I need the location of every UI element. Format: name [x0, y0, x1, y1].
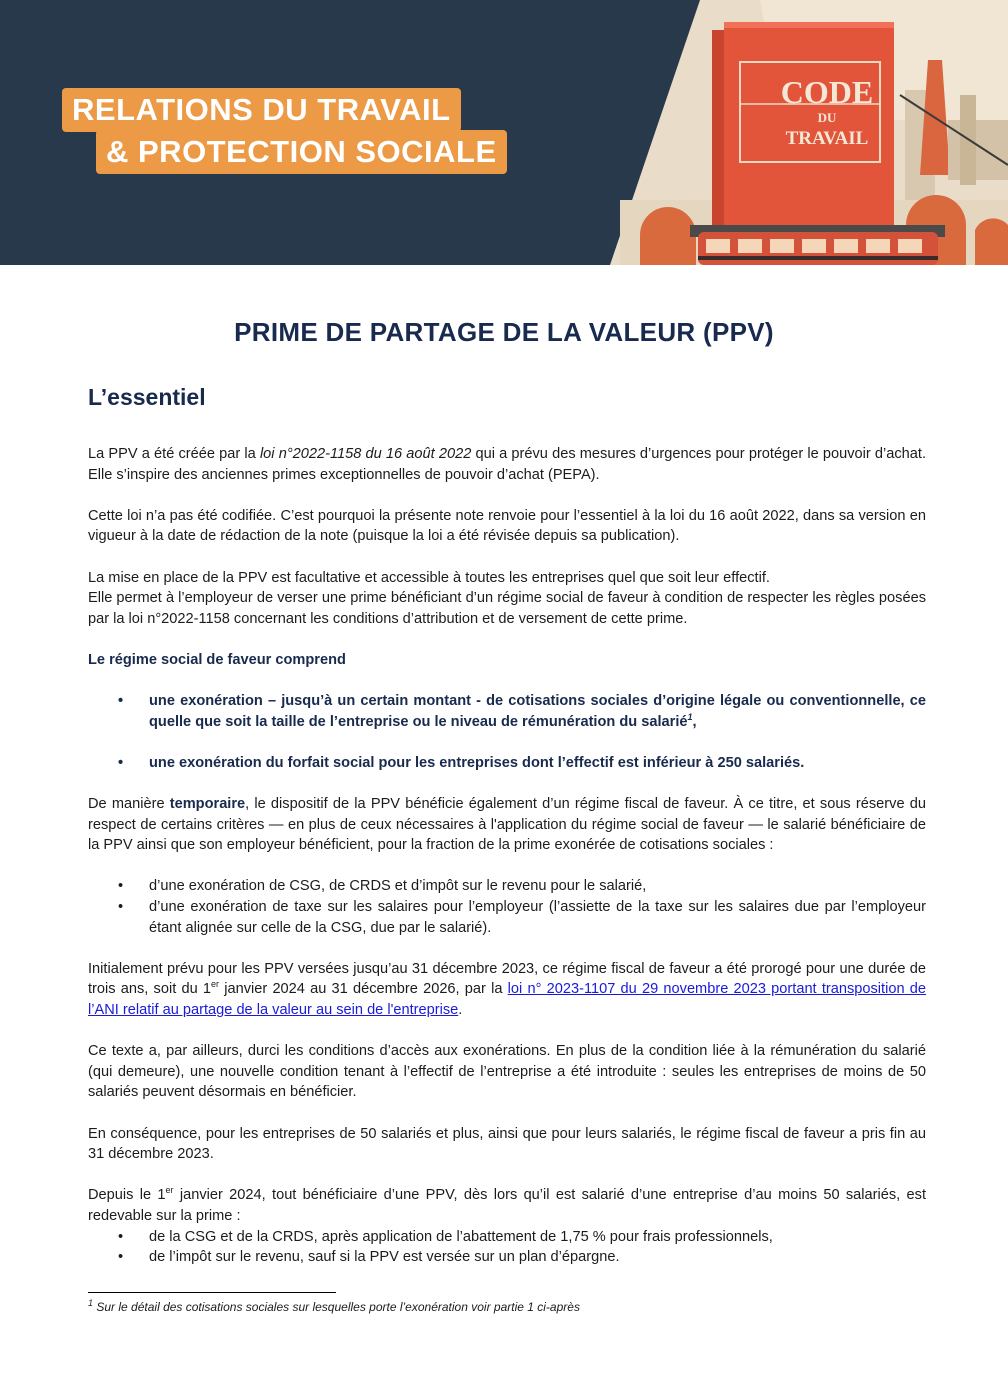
- footnote: [88, 1300, 580, 1314]
- book-title-line3: TRAVAIL: [785, 128, 869, 149]
- regime-heading: Le régime social de faveur comprend: [88, 651, 346, 668]
- paragraph-temporaire: [88, 794, 926, 856]
- emphasis-text: temporaire: [169, 796, 246, 813]
- bullet-icon: •: [118, 754, 124, 771]
- header-banner: [0, 0, 1008, 265]
- paragraph-intro: [88, 444, 926, 485]
- banner-tag-line2: & PROTECTION SOCIALE: [96, 130, 507, 174]
- section-heading: L’essentiel: [88, 384, 206, 410]
- superscript: er: [211, 979, 220, 990]
- list-item-text: d’une exonération de taxe sur les salaires pour l’employeur (l’assiette de la taxe sur les salaires due par l’employeur étant alignée sur celle de la CSG, due par le salarié).: [149, 899, 926, 936]
- paragraph-depuis: [88, 1185, 926, 1226]
- paragraph-text: Elle permet à l’employeur de verser une prime bénéficiant d’un régime social de faveur à condition de respecter les règles posées par la loi n°2022-1158 concernant les conditions d’attribution et de versement de cette prime.: [88, 590, 926, 627]
- law-reference: loi n°2022-1158 du 16 août 2022: [259, 446, 472, 462]
- paragraph-text: La PPV a été créée par la: [88, 446, 260, 462]
- document-body: [88, 444, 926, 1268]
- bullet-icon: •: [118, 1249, 124, 1266]
- footnote-divider: [88, 1292, 336, 1293]
- fiscal-list: [88, 876, 926, 938]
- footnote-ref: 1: [687, 711, 693, 722]
- paragraph-text: , le dispositif de la PPV bénéficie également d’un régime fiscal de faveur. À ce titre, et sous réserve du respect de certains critères — en plus de ceux nécessaires à l'application du régime social de faveur — le salarié bénéficiaire de la PPV ainsi que son employeur bénéficient, pour la fraction de la prime exonérée de cotisations sociales :: [88, 796, 926, 854]
- paragraph-text: La mise en place de la PPV est facultative et accessible à toutes les entreprises quel que soit leur effectif.: [88, 569, 770, 586]
- list-item-text: de la CSG et de la CRDS, après application de l’abattement de 1,75 % pour frais professionnels,: [149, 1228, 773, 1245]
- document-title: PRIME DE PARTAGE DE LA VALEUR (PPV): [234, 317, 774, 347]
- list-item-text: une exonération du forfait social pour les entreprises dont l’effectif est inférieur à 250 salariés.: [149, 754, 805, 771]
- list-item: [88, 876, 926, 897]
- superscript: er: [165, 1185, 174, 1196]
- list-item: [88, 753, 926, 774]
- footnote-number: 1: [88, 1298, 94, 1308]
- bullet-icon: •: [118, 878, 124, 895]
- book-title-line2: DU: [817, 110, 837, 125]
- regime-list: [88, 691, 926, 773]
- paragraph-codification: Cette loi n’a pas été codifiée. C’est pourquoi la présente note renvoie pour l’essentiel à la loi du 16 août 2022, dans sa version en vigueur à la date de rédaction de la note (puisque la loi a été révisée depuis sa publication).: [88, 507, 926, 545]
- paragraph-facultative: [88, 568, 926, 630]
- paragraph-prorogation: [88, 959, 926, 1021]
- paragraph-text: janvier 2024, tout bénéficiaire d’une PPV, dès lors qu’il est salarié d’une entreprise d’au moins 50 salariés, est redevable sur la prime :: [88, 1187, 926, 1224]
- list-item-text: d’une exonération de CSG, de CRDS et d’impôt sur le revenu pour le salarié,: [149, 878, 647, 895]
- paragraph-text: De manière: [88, 796, 170, 813]
- bullet-icon: •: [118, 693, 124, 710]
- paragraph-conditions: Ce texte a, par ailleurs, durci les conditions d’accès aux exonérations. En plus de la condition liée à la rémunération du salarié (qui demeure), une nouvelle condition tenant à l’effectif de l’entreprise a été introduite : seules les entreprises de moins de 50 salariés peuvent désormais en bénéficier.: [88, 1043, 926, 1101]
- list-item-text: une exonération – jusqu’à un certain montant - de cotisations sociales d’origine légale ou conventionnelle, ce quelle que soit la taille de l’entreprise ou le niveau de rémunération du salarié: [149, 693, 926, 730]
- law-link[interactable]: loi n° 2023-1107 du 29 novembre 2023 portant transposition de l’ANI relatif au partage de la valeur au sein de l'entreprise: [88, 981, 926, 1019]
- bullet-icon: •: [118, 899, 124, 916]
- list-item-text: de l’impôt sur le revenu, sauf si la PPV est versée sur un plan d’épargne.: [149, 1249, 620, 1266]
- list-item: [88, 1247, 926, 1268]
- paragraph-text: Initialement prévu pour les PPV versées jusqu’au 31 décembre 2023, ce régime fiscal de faveur a été prorogé pour une durée de trois ans, soit du 1: [88, 960, 926, 998]
- paragraph-text: janvier 2024 au 31 décembre 2026, par la: [219, 981, 508, 998]
- list-item-text: ,: [692, 713, 697, 730]
- paragraph-consequence: En conséquence, pour les entreprises de 50 salariés et plus, ainsi que pour leurs salariés, le régime fiscal de faveur a pris fin au 31 décembre 2023.: [88, 1125, 926, 1163]
- bullet-icon: •: [118, 1228, 124, 1245]
- paragraph-text: .: [458, 1002, 463, 1019]
- redevable-list: [88, 1227, 926, 1268]
- footnote-text: Sur le détail des cotisations sociales sur lesquelles porte l’exonération voir partie 1 ci-après: [96, 1300, 580, 1314]
- paragraph-text: Depuis le 1: [88, 1187, 166, 1204]
- book-title-line1: CODE: [780, 74, 874, 110]
- list-item: [88, 897, 926, 938]
- list-item: [88, 691, 926, 732]
- list-item: [88, 1227, 926, 1248]
- paragraph-text: qui a prévu des mesures d’urgences pour protéger le pouvoir d’achat. Elle s’inspire des anciennes primes exceptionnelles de pouvoir d’achat (PEPA).: [88, 446, 926, 483]
- banner-tag-line1: RELATIONS DU TRAVAIL: [62, 88, 461, 132]
